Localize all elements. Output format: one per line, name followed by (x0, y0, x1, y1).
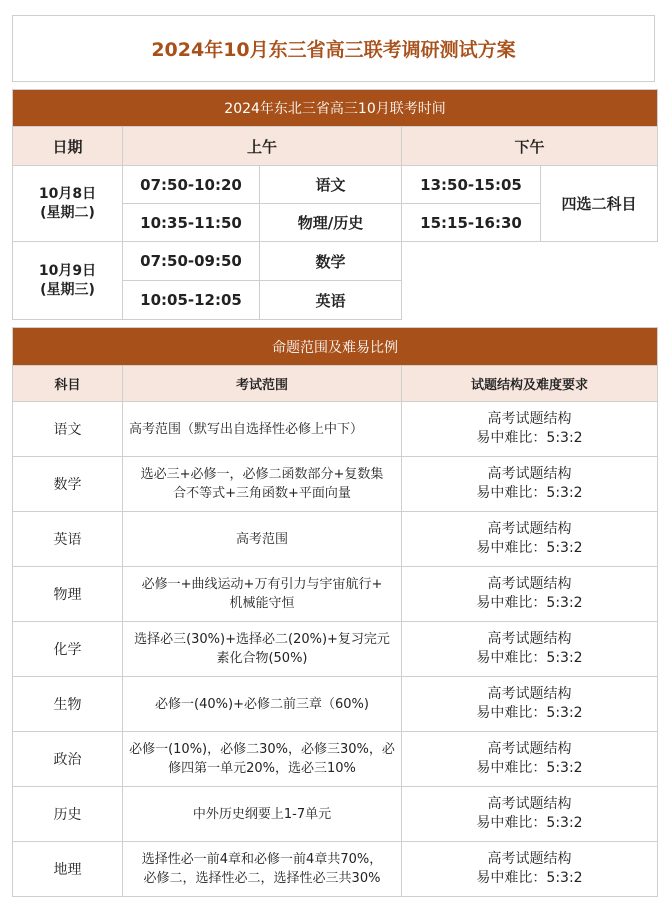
range-line-2: 修四第一单元20%，选必三10% (168, 761, 356, 776)
range-line-1: 必修一+曲线运动+万有引力与宇宙航行+ (141, 577, 383, 592)
day1-pm2-time: 15:15-16:30 (402, 204, 541, 242)
req-line-2: 易中难比：5:3:2 (476, 540, 583, 556)
table-row (13, 787, 658, 842)
range-cell (123, 622, 402, 677)
range-line-1: 中外历史纲要上1-7单元 (192, 806, 332, 822)
day2-am1-subject: 数学 (260, 242, 402, 281)
req-line-1: 高考试题结构 (487, 411, 572, 427)
subject-cell: 地理 (13, 842, 123, 897)
scope-header: 命题范围及难易比例 (13, 328, 658, 366)
req-line-2: 易中难比：5:3:2 (476, 760, 583, 776)
col-pm: 下午 (402, 127, 658, 166)
day1-am2-subject: 物理/历史 (260, 204, 402, 242)
req-line-1: 高考试题结构 (487, 521, 572, 537)
req-line-1: 高考试题结构 (487, 576, 572, 592)
subject-cell: 化学 (13, 622, 123, 677)
table-row (13, 402, 658, 457)
req-cell (402, 567, 658, 622)
day2-weekday: (星期三) (40, 281, 95, 298)
col-req: 试题结构及难度要求 (402, 366, 658, 402)
range-cell (123, 567, 402, 622)
range-line-1: 高考范围 (235, 531, 288, 547)
range-cell (123, 787, 402, 842)
range-line-2: 素化合物(50%) (216, 651, 308, 666)
req-cell (402, 512, 658, 567)
day2-am2-subject: 英语 (260, 281, 402, 320)
table-row (13, 457, 658, 512)
table-row (13, 677, 658, 732)
table-row (13, 512, 658, 567)
range-line-2: 合不等式+三角函数+平面向量 (173, 486, 351, 501)
col-am: 上午 (123, 127, 402, 166)
col-range: 考试范围 (123, 366, 402, 402)
req-line-2: 易中难比：5:3:2 (476, 870, 583, 886)
req-line-1: 高考试题结构 (487, 851, 572, 867)
range-line-1: 高考范围（默写出自选择性必修上中下） (129, 421, 364, 437)
day1-weekday: (星期二) (40, 204, 95, 221)
table-row (13, 622, 658, 677)
req-line-1: 高考试题结构 (487, 631, 572, 647)
range-cell (123, 457, 402, 512)
range-cell (123, 677, 402, 732)
table-row (13, 732, 658, 787)
subject-cell: 物理 (13, 567, 123, 622)
day2-date-cell (13, 242, 123, 320)
req-line-2: 易中难比：5:3:2 (476, 705, 583, 721)
range-cell (123, 842, 402, 897)
subject-cell: 生物 (13, 677, 123, 732)
day1-pm-subject: 四选二科目 (541, 166, 658, 242)
req-line-2: 易中难比：5:3:2 (476, 595, 583, 611)
req-line-2: 易中难比：5:3:2 (476, 485, 583, 501)
req-line-1: 高考试题结构 (487, 466, 572, 482)
req-line-2: 易中难比：5:3:2 (476, 650, 583, 666)
subject-cell: 英语 (13, 512, 123, 567)
range-line-2: 机械能守恒 (229, 596, 295, 611)
range-line-1: 必修一(40%)+必修二前三章（60%) (155, 696, 369, 712)
title-box (12, 15, 655, 82)
subject-cell: 语文 (13, 402, 123, 457)
day1-date-cell (13, 166, 123, 242)
range-line-1: 选必三+必修一，必修二函数部分+复数集 (140, 467, 384, 482)
day2-am1-time: 07:50-09:50 (123, 242, 260, 281)
table-row (13, 842, 658, 897)
day1-am2-time: 10:35-11:50 (123, 204, 260, 242)
req-cell (402, 622, 658, 677)
day1-am1-subject: 语文 (260, 166, 402, 204)
range-line-2: 必修二，选择性必二，选择性必三共30% (143, 871, 381, 886)
day1-date: 10月8日 (38, 185, 97, 202)
page-title: 2024年10月东三省高三联考调研测试方案 (151, 39, 516, 61)
req-line-1: 高考试题结构 (487, 741, 572, 757)
range-line-1: 必修一(10%)，必修二30%，必修三30%，必 (129, 742, 395, 757)
range-line-1: 选择必三(30%)+选择必二(20%)+复习完元 (134, 632, 390, 647)
schedule-table (12, 89, 658, 320)
scope-table (12, 327, 658, 897)
req-cell (402, 677, 658, 732)
req-cell (402, 787, 658, 842)
subject-cell: 数学 (13, 457, 123, 512)
req-line-2: 易中难比：5:3:2 (476, 815, 583, 831)
table-row (13, 567, 658, 622)
req-line-2: 易中难比：5:3:2 (476, 430, 583, 446)
req-line-1: 高考试题结构 (487, 686, 572, 702)
range-cell (123, 402, 402, 457)
col-date: 日期 (13, 127, 123, 166)
req-cell (402, 732, 658, 787)
range-cell (123, 512, 402, 567)
req-cell (402, 402, 658, 457)
range-line-1: 选择性必一前4章和必修一前4章共70%， (141, 852, 383, 867)
day1-pm1-time: 13:50-15:05 (402, 166, 541, 204)
schedule-header: 2024年东北三省高三10月联考时间 (13, 90, 658, 127)
day2-am2-time: 10:05-12:05 (123, 281, 260, 320)
subject-cell: 历史 (13, 787, 123, 842)
day2-pm-empty (402, 242, 658, 320)
req-cell (402, 457, 658, 512)
range-cell (123, 732, 402, 787)
day1-am1-time: 07:50-10:20 (123, 166, 260, 204)
req-cell (402, 842, 658, 897)
subject-cell: 政治 (13, 732, 123, 787)
req-line-1: 高考试题结构 (487, 796, 572, 812)
day2-date: 10月9日 (38, 262, 97, 279)
col-subject: 科目 (13, 366, 123, 402)
